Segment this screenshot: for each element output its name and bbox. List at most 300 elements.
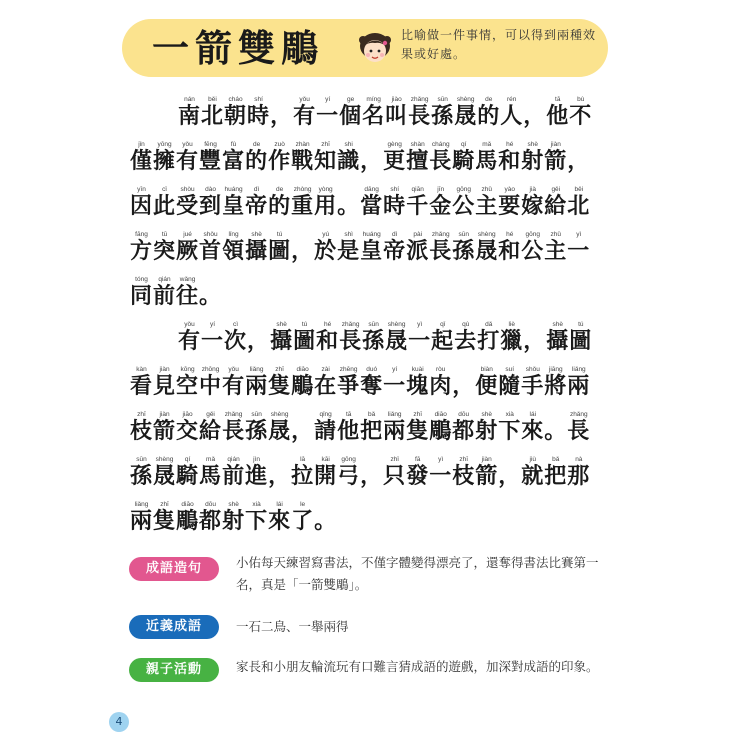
synonym-text: 一石二鳥、一舉兩得 [236, 619, 349, 634]
pinyin: yí [201, 321, 225, 328]
story-char: 晟shèng [268, 411, 292, 444]
story-char: ， [523, 103, 546, 129]
story-char: 馬mǎ [475, 141, 499, 174]
story-char: 長zhǎng [408, 96, 432, 129]
pinyin: diāo [176, 501, 200, 508]
pinyin: lái [268, 501, 292, 508]
story-char: 和hé [498, 141, 522, 174]
pinyin: tóng [130, 276, 153, 283]
story-char: 叫jiào [385, 96, 409, 129]
example-sentence-text: 小佑每天練習寫書法，不僅字體變得漂亮了，還奪得書法比賽第一名，真是「一箭雙鵰」。 [236, 555, 599, 592]
story-char: 射shè [521, 141, 545, 174]
activity-text: 家長和小朋友輪流玩有口難言猜成語的遊戲，加深對成語的印象。 [236, 659, 599, 674]
story-char: 北běi [567, 186, 591, 219]
story-char: 一yí [383, 366, 407, 399]
pinyin: jiàn [544, 141, 568, 148]
story-char: 不bù [569, 96, 593, 129]
pinyin: de [268, 186, 292, 193]
story-char: ， [247, 328, 270, 354]
pinyin: zhǎng [408, 96, 432, 103]
pinyin: míng [362, 96, 386, 103]
pinyin: zhī [452, 456, 476, 463]
pinyin: liǎng [567, 366, 591, 373]
pinyin [337, 186, 360, 193]
story-char: 鵰diāo [176, 501, 200, 534]
story-char: 前qián [153, 276, 177, 309]
story-char: ， [523, 328, 546, 354]
pinyin: fāng [130, 231, 153, 238]
pinyin: fēng [199, 141, 223, 148]
story-char: 長zhǎng [339, 321, 363, 354]
pinyin [360, 456, 383, 463]
pinyin: jiàn [153, 411, 177, 418]
pinyin: zhàn [291, 141, 315, 148]
story-char: 前qián [222, 456, 246, 489]
pinyin: de [477, 96, 501, 103]
story-char: 南nán [178, 96, 202, 129]
pinyin: yí [383, 366, 407, 373]
story-char: 見jiàn [153, 366, 177, 399]
story-char: 有yǒu [176, 141, 200, 174]
pinyin [291, 411, 314, 418]
story-char: 拉lā [291, 456, 315, 489]
pinyin: huáng [222, 186, 246, 193]
story-char: 北běi [201, 96, 225, 129]
pinyin: yòng [314, 186, 338, 193]
pinyin: xià [245, 501, 269, 508]
pinyin: tā [546, 96, 570, 103]
pinyin: gōng [452, 186, 476, 193]
story-char: 受shòu [176, 186, 200, 219]
story-char: 突tū [153, 231, 177, 264]
story-char: 知zhī [314, 141, 338, 174]
pinyin: lā [291, 456, 315, 463]
pinyin: yì [567, 231, 591, 238]
pinyin: gōng [521, 231, 545, 238]
pinyin: le [291, 501, 315, 508]
pinyin: tū [153, 231, 177, 238]
story-char: 獵liè [500, 321, 524, 354]
story-char: 隻zhī [406, 411, 430, 444]
story-char: 擅shàn [406, 141, 430, 174]
story-char: 長cháng [429, 141, 453, 174]
pinyin: shè [270, 321, 294, 328]
pinyin: yì [429, 456, 453, 463]
story-char: 都dōu [199, 501, 223, 534]
pinyin: shàn [406, 141, 430, 148]
pinyin [567, 141, 590, 148]
story-char: 一yí [201, 321, 225, 354]
pinyin: dāng [360, 186, 384, 193]
example-sentence-label: 成語造句 [129, 557, 219, 581]
pinyin: suí [498, 366, 522, 373]
pinyin: qǐ [431, 321, 455, 328]
pinyin: jiàn [475, 456, 499, 463]
pinyin: yīn [130, 186, 154, 193]
pinyin: cì [224, 321, 248, 328]
story-char: 名míng [362, 96, 386, 129]
story-char: ， [360, 148, 383, 174]
story-char: 看kàn [130, 366, 154, 399]
pinyin: tā [337, 411, 361, 418]
pinyin: ge [339, 96, 363, 103]
pinyin: yǒu [222, 366, 246, 373]
story-char: 給gěi [199, 411, 223, 444]
story-char: 把bǎ [544, 456, 568, 489]
pinyin: qí [452, 141, 476, 148]
pinyin: shí [247, 96, 271, 103]
story-char: 富fù [222, 141, 246, 174]
story-char: 孫sūn [452, 231, 476, 264]
story-char: 孫sūn [130, 456, 154, 489]
story-char: 晟shèng [454, 96, 478, 129]
pinyin: zài [314, 366, 338, 373]
story-line [130, 456, 590, 490]
story-char: 奪duó [360, 366, 384, 399]
story-char: 將jiāng [544, 366, 568, 399]
story-char: 那nà [567, 456, 591, 489]
pinyin: jià [521, 186, 545, 193]
pinyin [199, 276, 222, 283]
pinyin: shǒu [521, 366, 545, 373]
story-line [178, 321, 592, 355]
story-char: 起qǐ [431, 321, 455, 354]
story-char: 僅jǐn [130, 141, 154, 174]
pinyin: zuò [268, 141, 292, 148]
story-char: 只zhǐ [383, 456, 407, 489]
pinyin: sūn [130, 456, 154, 463]
pinyin: tú [293, 321, 317, 328]
story-char: 。 [337, 193, 360, 219]
pinyin: xià [498, 411, 522, 418]
story-char: 一yì [567, 231, 591, 264]
pinyin: cháo [224, 96, 248, 103]
story-char: 兩liǎng [567, 366, 591, 399]
story-char: ， [291, 238, 314, 264]
idiom-title: 一箭雙鵰 [152, 26, 324, 70]
pinyin: shè [521, 141, 545, 148]
story-char: 主zhǔ [475, 186, 499, 219]
pinyin: qiān [406, 186, 430, 193]
pinyin: sūn [452, 231, 476, 238]
story-char: ， [567, 148, 590, 174]
story-line [130, 366, 590, 400]
pinyin: zhǎng [429, 231, 453, 238]
pinyin: zhēng [337, 366, 361, 373]
story-char: 就jiù [521, 456, 545, 489]
pinyin [498, 456, 521, 463]
story-char: 時shí [247, 96, 271, 129]
pinyin: qí [176, 456, 200, 463]
pinyin: yì [408, 321, 432, 328]
story-char: 嫁jià [521, 186, 545, 219]
pinyin: gèng [383, 141, 407, 148]
story-char: 同tóng [130, 276, 154, 309]
pinyin: liǎng [245, 366, 269, 373]
pinyin: jiàn [153, 366, 177, 373]
pinyin: bǎ [544, 456, 568, 463]
story-char: 晟shèng [153, 456, 177, 489]
pinyin: duó [360, 366, 384, 373]
story-char: 公gōng [521, 231, 545, 264]
story-char: 晟shèng [475, 231, 499, 264]
story-line [130, 141, 590, 175]
story-char: 孫sūn [245, 411, 269, 444]
story-char: 往wǎng [176, 276, 200, 309]
story-char: 是shì [337, 231, 361, 264]
story-char: 個ge [339, 96, 363, 129]
pinyin: dǎ [477, 321, 501, 328]
pinyin: diāo [291, 366, 315, 373]
pinyin: zhǔ [544, 231, 568, 238]
pinyin: shèng [454, 96, 478, 103]
story-char: 長zhǎng [567, 411, 591, 444]
pinyin: qián [222, 456, 246, 463]
pinyin: shèng [475, 231, 499, 238]
story-char: 的de [245, 141, 269, 174]
story-char: 有yǒu [293, 96, 317, 129]
pinyin: qù [454, 321, 478, 328]
story-char: 攝shè [270, 321, 294, 354]
pinyin [314, 501, 337, 508]
story-char: 把bǎ [360, 411, 384, 444]
pinyin: wǎng [176, 276, 200, 283]
pinyin: zhōng [199, 366, 223, 373]
story-char: 作zuò [268, 141, 292, 174]
story-char: 下xià [245, 501, 269, 534]
story-char: 。 [314, 508, 337, 534]
pinyin: shòu [176, 186, 200, 193]
pinyin: zhǎng [222, 411, 246, 418]
pinyin: liè [500, 321, 524, 328]
story-char: 有yǒu [178, 321, 202, 354]
pinyin: dōu [452, 411, 476, 418]
pinyin [291, 231, 314, 238]
pinyin: fā [406, 456, 430, 463]
pinyin: zhòng [291, 186, 315, 193]
story-char: 長zhǎng [222, 411, 246, 444]
story-char: 派pài [406, 231, 430, 264]
synonym-label: 近義成語 [129, 615, 219, 639]
story-char: 隻zhī [153, 501, 177, 534]
pinyin: shè [222, 501, 246, 508]
pinyin: lǐng [222, 231, 246, 238]
pinyin: jiào [385, 96, 409, 103]
pinyin: gěi [544, 186, 568, 193]
story-char: 箭jiàn [475, 456, 499, 489]
story-char: ， [291, 418, 314, 444]
pinyin: jué [176, 231, 200, 238]
story-line [178, 96, 592, 130]
story-char: 有yǒu [222, 366, 246, 399]
story-char: 他tā [337, 411, 361, 444]
story-char: 首shǒu [199, 231, 223, 264]
story-char: 。 [544, 418, 567, 444]
story-char: 用yòng [314, 186, 338, 219]
story-char: 人rén [500, 96, 524, 129]
pinyin: cǐ [153, 186, 177, 193]
story-char: 方fāng [130, 231, 154, 264]
story-char: 一yì [429, 456, 453, 489]
story-char: 重zhòng [291, 186, 315, 219]
pinyin: lái [521, 411, 545, 418]
story-char: 時shí [383, 186, 407, 219]
story-char: ， [360, 463, 383, 489]
pinyin: zhǎng [567, 411, 591, 418]
pinyin: fù [222, 141, 246, 148]
story-char: 兩liǎng [383, 411, 407, 444]
story-char: 開kāi [314, 456, 338, 489]
story-char: 鵰diāo [291, 366, 315, 399]
pinyin: biàn [475, 366, 499, 373]
pinyin: yǒu [293, 96, 317, 103]
story-char: 更gèng [383, 141, 407, 174]
story-char: 當dāng [360, 186, 384, 219]
story-char: 弓gōng [337, 456, 361, 489]
story-char: 於yú [314, 231, 338, 264]
pinyin: kuài [406, 366, 430, 373]
story-char: 塊kuài [406, 366, 430, 399]
pinyin: nà [567, 456, 591, 463]
story-char: 的de [268, 186, 292, 219]
pinyin: shè [475, 411, 499, 418]
story-char: 攝shè [245, 231, 269, 264]
pinyin: zhǔ [475, 186, 499, 193]
pinyin: hé [498, 231, 522, 238]
story-char: 在zài [314, 366, 338, 399]
story-char: 都dōu [452, 411, 476, 444]
pinyin: shè [546, 321, 570, 328]
pinyin: gěi [199, 411, 223, 418]
story-char: ， [498, 463, 521, 489]
story-char: 給gěi [544, 186, 568, 219]
pinyin [523, 96, 546, 103]
story-char: ， [270, 103, 293, 129]
pinyin: bù [569, 96, 593, 103]
story-char: 。 [199, 283, 222, 309]
story-char: 隨suí [498, 366, 522, 399]
pinyin: sūn [431, 96, 455, 103]
pinyin: jīn [429, 186, 453, 193]
story-char: 領lǐng [222, 231, 246, 264]
story-char: 孫sūn [362, 321, 386, 354]
pinyin: shí [383, 186, 407, 193]
pinyin: bǎ [360, 411, 384, 418]
pinyin [523, 321, 546, 328]
story-char: 枝zhī [452, 456, 476, 489]
pinyin: pài [406, 231, 430, 238]
story-char: 肉ròu [429, 366, 453, 399]
pinyin: kàn [130, 366, 154, 373]
pinyin: sūn [245, 411, 269, 418]
story-char: 鵰diāo [429, 411, 453, 444]
story-char: 主zhǔ [544, 231, 568, 264]
pinyin: yú [314, 231, 338, 238]
story-char: 一yí [316, 96, 340, 129]
story-char: 長zhǎng [429, 231, 453, 264]
pinyin: shǒu [199, 231, 223, 238]
story-char: 來lái [268, 501, 292, 534]
page-number: 4 [109, 712, 129, 732]
pinyin: shì [337, 231, 361, 238]
pinyin: yǒu [176, 141, 200, 148]
story-char: 便biàn [475, 366, 499, 399]
story-char: 皇huáng [360, 231, 384, 264]
pinyin [270, 96, 293, 103]
story-char: 下xià [498, 411, 522, 444]
story-char: 到dào [199, 186, 223, 219]
pinyin: yí [316, 96, 340, 103]
story-char: 箭jiàn [544, 141, 568, 174]
pinyin: mǎ [199, 456, 223, 463]
story-char: 帝dì [383, 231, 407, 264]
pinyin: dōu [199, 501, 223, 508]
story-char: 兩liǎng [245, 366, 269, 399]
story-char: 和hé [316, 321, 340, 354]
story-char: 騎qí [176, 456, 200, 489]
pinyin: rén [500, 96, 524, 103]
pinyin [360, 141, 383, 148]
story-char: 此cǐ [153, 186, 177, 219]
pinyin: jiāo [176, 411, 200, 418]
story-char: 圖tú [268, 231, 292, 264]
story-char: 晟shèng [385, 321, 409, 354]
pinyin: zhī [268, 366, 292, 373]
story-char: 朝cháo [224, 96, 248, 129]
story-char: 厥jué [176, 231, 200, 264]
story-char: 因yīn [130, 186, 154, 219]
pinyin [268, 456, 291, 463]
story-char: 金jīn [429, 186, 453, 219]
pinyin: jiù [521, 456, 545, 463]
story-char: 射shè [222, 501, 246, 534]
story-char: 了le [291, 501, 315, 534]
story-char: 來lái [521, 411, 545, 444]
pinyin: jiāng [544, 366, 568, 373]
story-char: 發fā [406, 456, 430, 489]
story-char: 圖tú [569, 321, 593, 354]
pinyin [452, 366, 475, 373]
story-line [130, 231, 590, 265]
story-char: 和hé [498, 231, 522, 264]
story-char: 要yào [498, 186, 522, 219]
story-char: 中zhōng [199, 366, 223, 399]
pinyin: shèng [153, 456, 177, 463]
pinyin: shèng [385, 321, 409, 328]
pinyin: cháng [429, 141, 453, 148]
pinyin [247, 321, 270, 328]
story-char: 圖tú [293, 321, 317, 354]
pinyin: dì [383, 231, 407, 238]
story-char: 孫sūn [431, 96, 455, 129]
pinyin: kōng [176, 366, 200, 373]
pinyin: jìn [245, 456, 269, 463]
story-char: 千qiān [406, 186, 430, 219]
pinyin: yǒu [178, 321, 202, 328]
story-char: 皇huáng [222, 186, 246, 219]
pinyin: dào [199, 186, 223, 193]
story-char: 攝shè [546, 321, 570, 354]
pinyin: liǎng [383, 411, 407, 418]
pinyin: dì [245, 186, 269, 193]
story-char: ， [452, 373, 475, 399]
story-line [130, 186, 590, 220]
story-char: 交jiāo [176, 411, 200, 444]
story-char: 請qǐng [314, 411, 338, 444]
pinyin: nán [178, 96, 202, 103]
story-line [130, 411, 590, 445]
pinyin: qǐng [314, 411, 338, 418]
